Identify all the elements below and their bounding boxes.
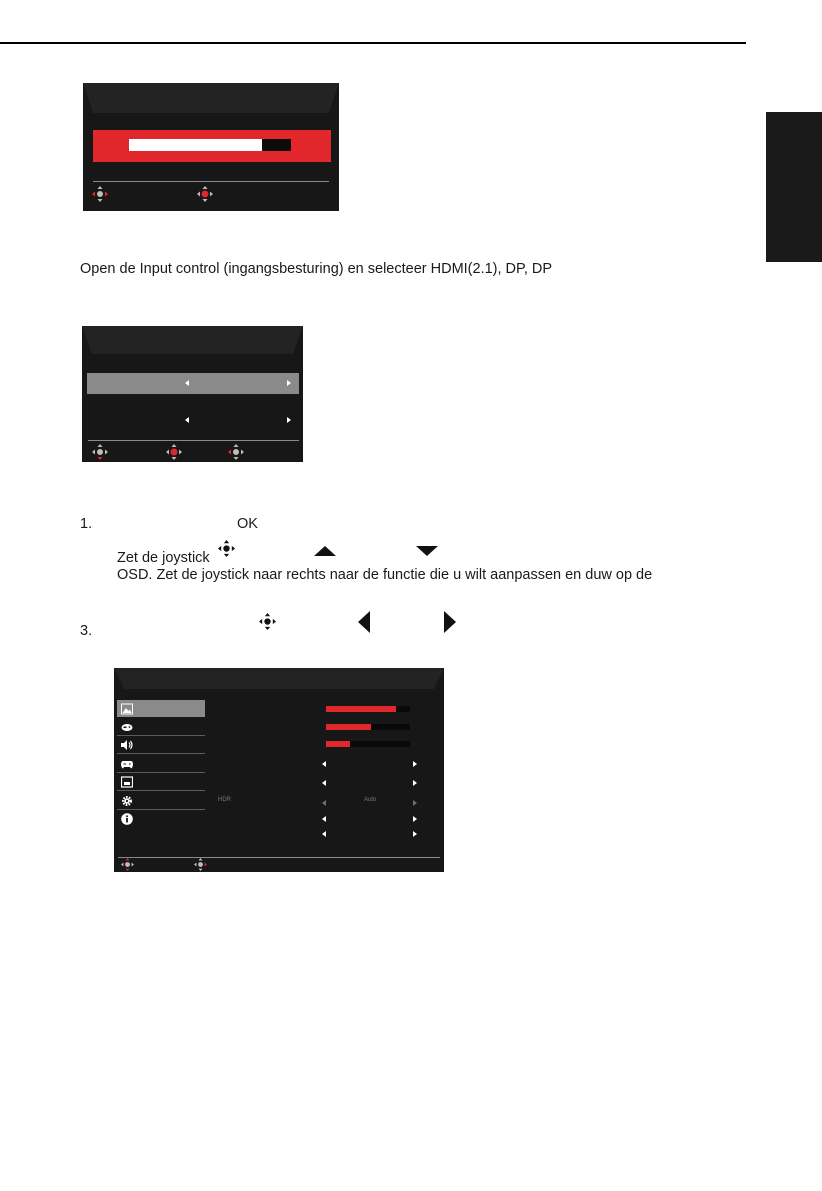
black-boost-bar[interactable]: [326, 741, 410, 747]
contrast-bar[interactable]: [326, 724, 410, 730]
arrow-up-icon: [314, 546, 336, 556]
chevron-right-icon[interactable]: [287, 417, 291, 423]
joystick-move-icon: [121, 858, 134, 871]
osd-footer-line: [88, 440, 299, 441]
header-rule: [0, 42, 746, 44]
menu-item-audio[interactable]: [117, 736, 205, 754]
joystick-press-icon: [166, 444, 182, 460]
chevron-right-icon[interactable]: [413, 816, 417, 822]
step2-line2: OSD. Zet de joystick naar rechts naar de functie die u wilt aanpassen en duw op de: [117, 567, 653, 583]
input-control-instruction: Open de Input control (ingangsbesturing) en selecteer HDMI(2.1), DP, DP: [80, 261, 553, 277]
menu-item-information[interactable]: [117, 810, 205, 828]
menu-item-gaming[interactable]: [117, 718, 205, 736]
contrast-bar-fill: [326, 724, 371, 730]
chevron-right-icon[interactable]: [413, 761, 417, 767]
osd-progress-track: [129, 139, 291, 151]
joystick-press-icon: [197, 186, 213, 202]
joystick-move-icon: [92, 186, 108, 202]
arrow-right-icon: [444, 611, 456, 633]
language-tab: [766, 112, 822, 262]
joystick-right-icon: [194, 858, 207, 871]
chevron-left-icon[interactable]: [322, 831, 326, 837]
chevron-right-icon[interactable]: [413, 800, 417, 806]
info-icon: [121, 813, 133, 825]
menu-item-system[interactable]: [117, 792, 205, 810]
brightness-bar-fill: [326, 706, 396, 712]
chevron-left-icon[interactable]: [322, 800, 326, 806]
hdr-label: HDR: [218, 797, 231, 803]
osd-progress-panel: [83, 83, 339, 211]
step1-ok: OK: [237, 516, 258, 532]
joystick-icon: [259, 613, 276, 630]
arrow-down-icon: [416, 546, 438, 556]
gamepad-icon: [121, 721, 133, 733]
pip-icon: [121, 776, 133, 788]
chevron-right-icon[interactable]: [413, 780, 417, 786]
arrow-left-icon: [358, 611, 370, 633]
joystick-back-icon: [228, 444, 244, 460]
picture-icon: [121, 703, 133, 715]
osd-input-panel: [82, 326, 303, 462]
chevron-right-icon[interactable]: [413, 831, 417, 837]
chevron-left-icon[interactable]: [322, 780, 326, 786]
step1-number: 1.: [80, 516, 93, 532]
controller-icon: [121, 758, 133, 770]
step3-number: 3.: [80, 623, 93, 639]
chevron-left-icon[interactable]: [322, 761, 326, 767]
osd-footer-line: [118, 857, 440, 858]
joystick-icon: [218, 540, 235, 557]
gear-icon: [121, 795, 133, 807]
menu-item-picture[interactable]: [117, 700, 205, 717]
hdr-value: Auto: [364, 797, 377, 803]
black-boost-bar-fill: [326, 741, 350, 747]
joystick-move-icon: [92, 444, 108, 460]
chevron-left-icon[interactable]: [322, 816, 326, 822]
osd-row[interactable]: [87, 412, 299, 428]
chevron-left-icon[interactable]: [185, 380, 189, 386]
chevron-left-icon[interactable]: [185, 417, 189, 423]
step2-line1: Zet de joystick: [117, 550, 210, 566]
osd-progress-fill: [129, 139, 262, 151]
osd-footer-line: [93, 181, 329, 182]
menu-item-osd[interactable]: [117, 773, 205, 791]
osd-selected-row[interactable]: [87, 373, 299, 394]
speaker-icon: [121, 739, 133, 751]
chevron-right-icon[interactable]: [287, 380, 291, 386]
osd-header-shape: [82, 326, 303, 462]
brightness-bar[interactable]: [326, 706, 410, 712]
menu-item-game-mode[interactable]: [117, 755, 205, 773]
